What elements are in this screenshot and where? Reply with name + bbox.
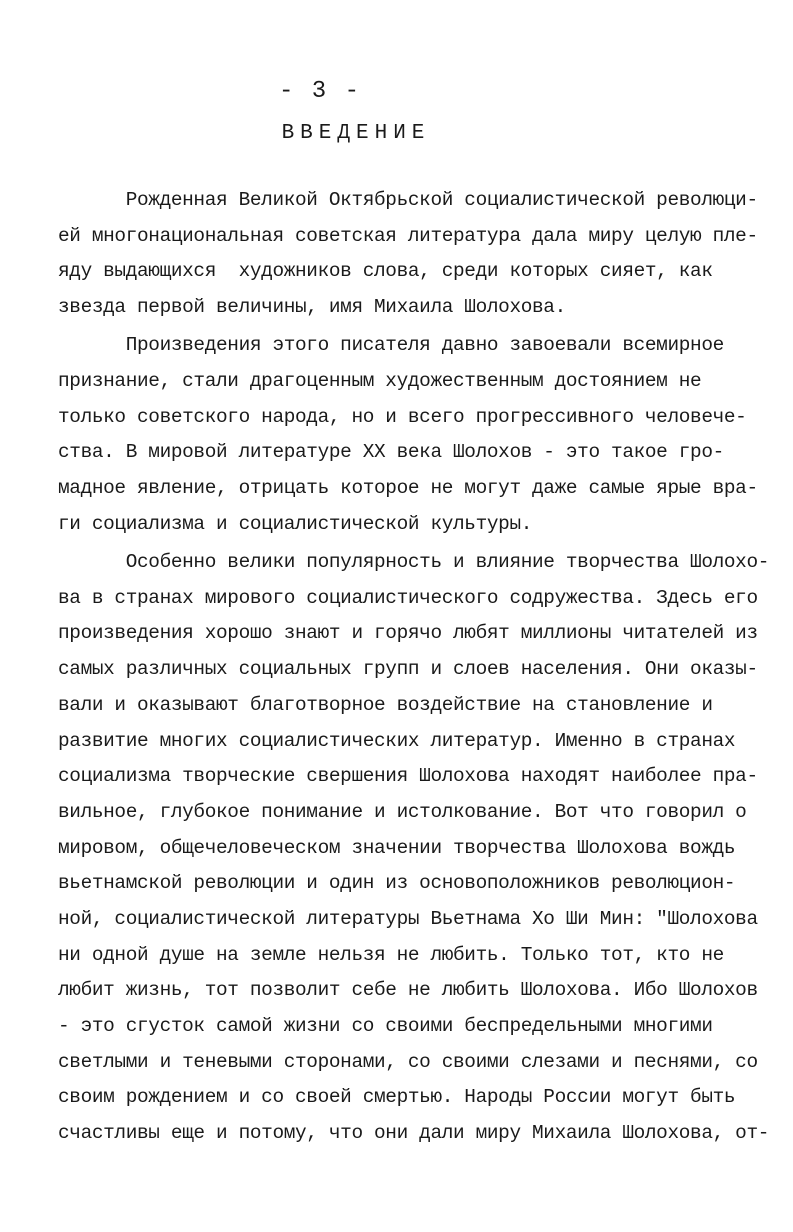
page-number: - 3 - — [278, 78, 361, 105]
text-line: ни одной душе на земле нельзя не любить. Только тот, кто не — [58, 943, 724, 966]
text-line: вьетнамской революции и один из основоположников революцион- — [58, 872, 736, 895]
text-line: самых различных социальных групп и слоев населения. Они оказы- — [58, 658, 758, 681]
page-title: ВВЕДЕНИЕ — [281, 122, 431, 145]
text-line: ства. В мировой литературе XX века Шолохов - это такое гро- — [58, 441, 724, 464]
text-line: развитие многих социалистических литератур. Именно в странах — [58, 729, 736, 752]
text-line: звезда первой величины, имя Михаила Шолохова. — [58, 296, 566, 319]
body-text — [58, 183, 770, 1152]
text-line: мировом, общечеловеческом значении творчества Шолохова вождь — [58, 836, 736, 859]
text-line: Произведения этого писателя давно завоевали всемирное — [58, 334, 724, 357]
text-line: ей многонациональная советская литература дала миру целую пле- — [58, 224, 758, 247]
text-line: вали и оказывают благотворное воздействие на становление и — [58, 693, 713, 716]
text-line: вильное, глубокое понимание и истолкование. Вот что говорил о — [58, 800, 747, 823]
text-line: - это сгусток самой жизни со своими беспредельными многими — [58, 1015, 713, 1037]
text-line: своим рождением и со своей смертью. Народы России могут быть — [58, 1086, 736, 1109]
text-line: Рожденная Великой Октябрьской социалистической революци- — [58, 189, 758, 211]
paragraph-3 — [58, 545, 770, 1152]
paragraph-1 — [58, 183, 758, 326]
text-line: счастливы еще и потому, что они дали миру Михаила Шолохова, от- — [58, 1122, 770, 1145]
paragraph-2 — [58, 328, 758, 542]
text-line: любит жизнь, тот позволит себе не любить Шолохова. Ибо Шолохов — [58, 979, 758, 1002]
text-line: социализма творческие свершения Шолохова находят наиболее пра- — [58, 765, 758, 788]
text-line: ва в странах мирового социалистического содружества. Здесь его — [58, 586, 758, 609]
text-line: только советского народа, но и всего прогрессивного человече- — [58, 405, 747, 428]
text-line: ной, социалистической литературы Вьетнама Хо Ши Мин: "Шолохова — [58, 907, 758, 930]
text-line: мадное явление, отрицать которое не могут даже самые ярые вра- — [58, 477, 758, 500]
text-line: яду выдающихся художников слова, среди которых сияет, как — [58, 260, 713, 283]
text-line: Особенно велики популярность и влияние творчества Шолохо- — [58, 551, 770, 574]
text-line: произведения хорошо знают и горячо любят миллионы читателей из — [58, 622, 758, 645]
text-line: светлыми и теневыми сторонами, со своими слезами и песнями, со — [58, 1050, 758, 1073]
text-line: признание, стали драгоценным художественным достоянием не — [58, 370, 702, 393]
text-line: ги социализма и социалистической культуры. — [58, 512, 533, 535]
